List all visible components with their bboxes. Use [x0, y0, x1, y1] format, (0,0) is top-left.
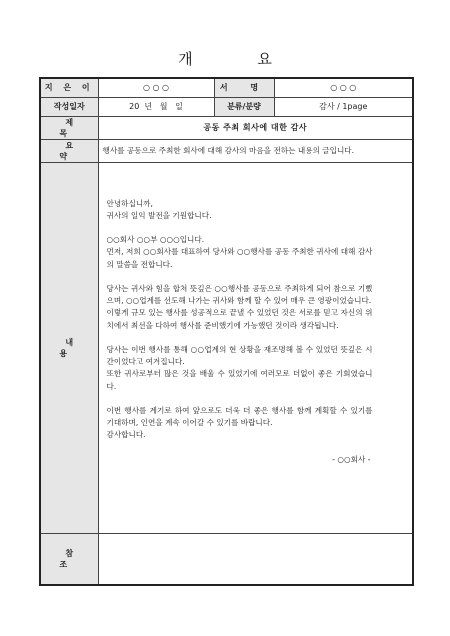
- letter-thanks: 먼저, 저희 ○○회사를 대표하여 당사와 ○○행사를 공동 주최한 귀사에 대해 감사의 말씀을 전합니다.: [106, 247, 373, 269]
- date-label: 작성일자: [40, 97, 98, 116]
- letter-signature: - ○○회사 -: [332, 454, 371, 464]
- letter-wish: 귀사의 일익 발전을 기원합니다.: [106, 210, 212, 220]
- signature-label: 서 명: [214, 78, 274, 97]
- author-label: 지 은 이: [40, 78, 98, 97]
- letter-paragraph-future: 이번 행사를 계기로 하여 앞으로도 더욱 더 좋은 행사를 함께 계획할 수 있기를 기대하며, 인연을 계속 이어갈 수 있기를 바랍니다.: [106, 405, 373, 428]
- reference-label: 참 조: [40, 533, 98, 585]
- page-title: 개 요: [178, 50, 302, 68]
- content-cell: [98, 162, 413, 533]
- summary-value: 행사를 공동으로 주최한 회사에 대해 감사의 마음을 전하는 내용의 글입니다.: [98, 139, 413, 162]
- subject-value: 공동 주최 회사에 대한 감사: [98, 116, 413, 139]
- letter-paragraph-learning: 또한 귀사로부터 많은 것을 배울 수 있었기에 여러모로 더없이 좋은 기회였습니다.: [106, 369, 373, 391]
- category-value: 감사 / 1page: [274, 97, 413, 116]
- summary-form: [39, 77, 414, 586]
- letter-intro: ○○회사 ○○부 ○○○입니다.: [106, 235, 205, 245]
- letter-paragraph-joy: 당사는 귀사와 힘을 합쳐 뜻깊은 ○○행사를 공동으로 주최하게 되어 참으로 기뻤으며, ○○업계를 선도해 나가는 귀사와 함께 할 수 있어 매우 큰 영광이었습니다.: [106, 283, 373, 306]
- signature-value: ○ ○ ○: [274, 78, 413, 97]
- summary-label: 요 약: [40, 139, 98, 162]
- category-label: 분류/분량: [214, 97, 274, 116]
- letter-paragraph-success: 이렇게 규모 있는 행사를 성공적으로 끝낼 수 있었던 것은 서로를 믿고 자신의 위치에서 최선을 다하여 행사를 준비했기에 가능했던 것이라 생각됩니다.: [106, 308, 373, 330]
- letter-greeting: 안녕하십니까,: [106, 198, 153, 208]
- subject-label: 제 목: [40, 116, 98, 139]
- letter-closing: 감사합니다.: [106, 430, 146, 440]
- date-value: 20 년 월 일: [98, 97, 214, 116]
- letter-paragraph-meaning: 당사는 이번 행사를 통해 ○○업계의 현 상황을 재조명해 볼 수 있었던 뜻깊은 시간이었다고 여겨집니다.: [106, 344, 373, 367]
- author-value: ○ ○ ○: [98, 78, 214, 97]
- reference-value: [98, 533, 413, 585]
- letter-body: [107, 198, 373, 466]
- content-label: 내 용: [40, 162, 98, 533]
